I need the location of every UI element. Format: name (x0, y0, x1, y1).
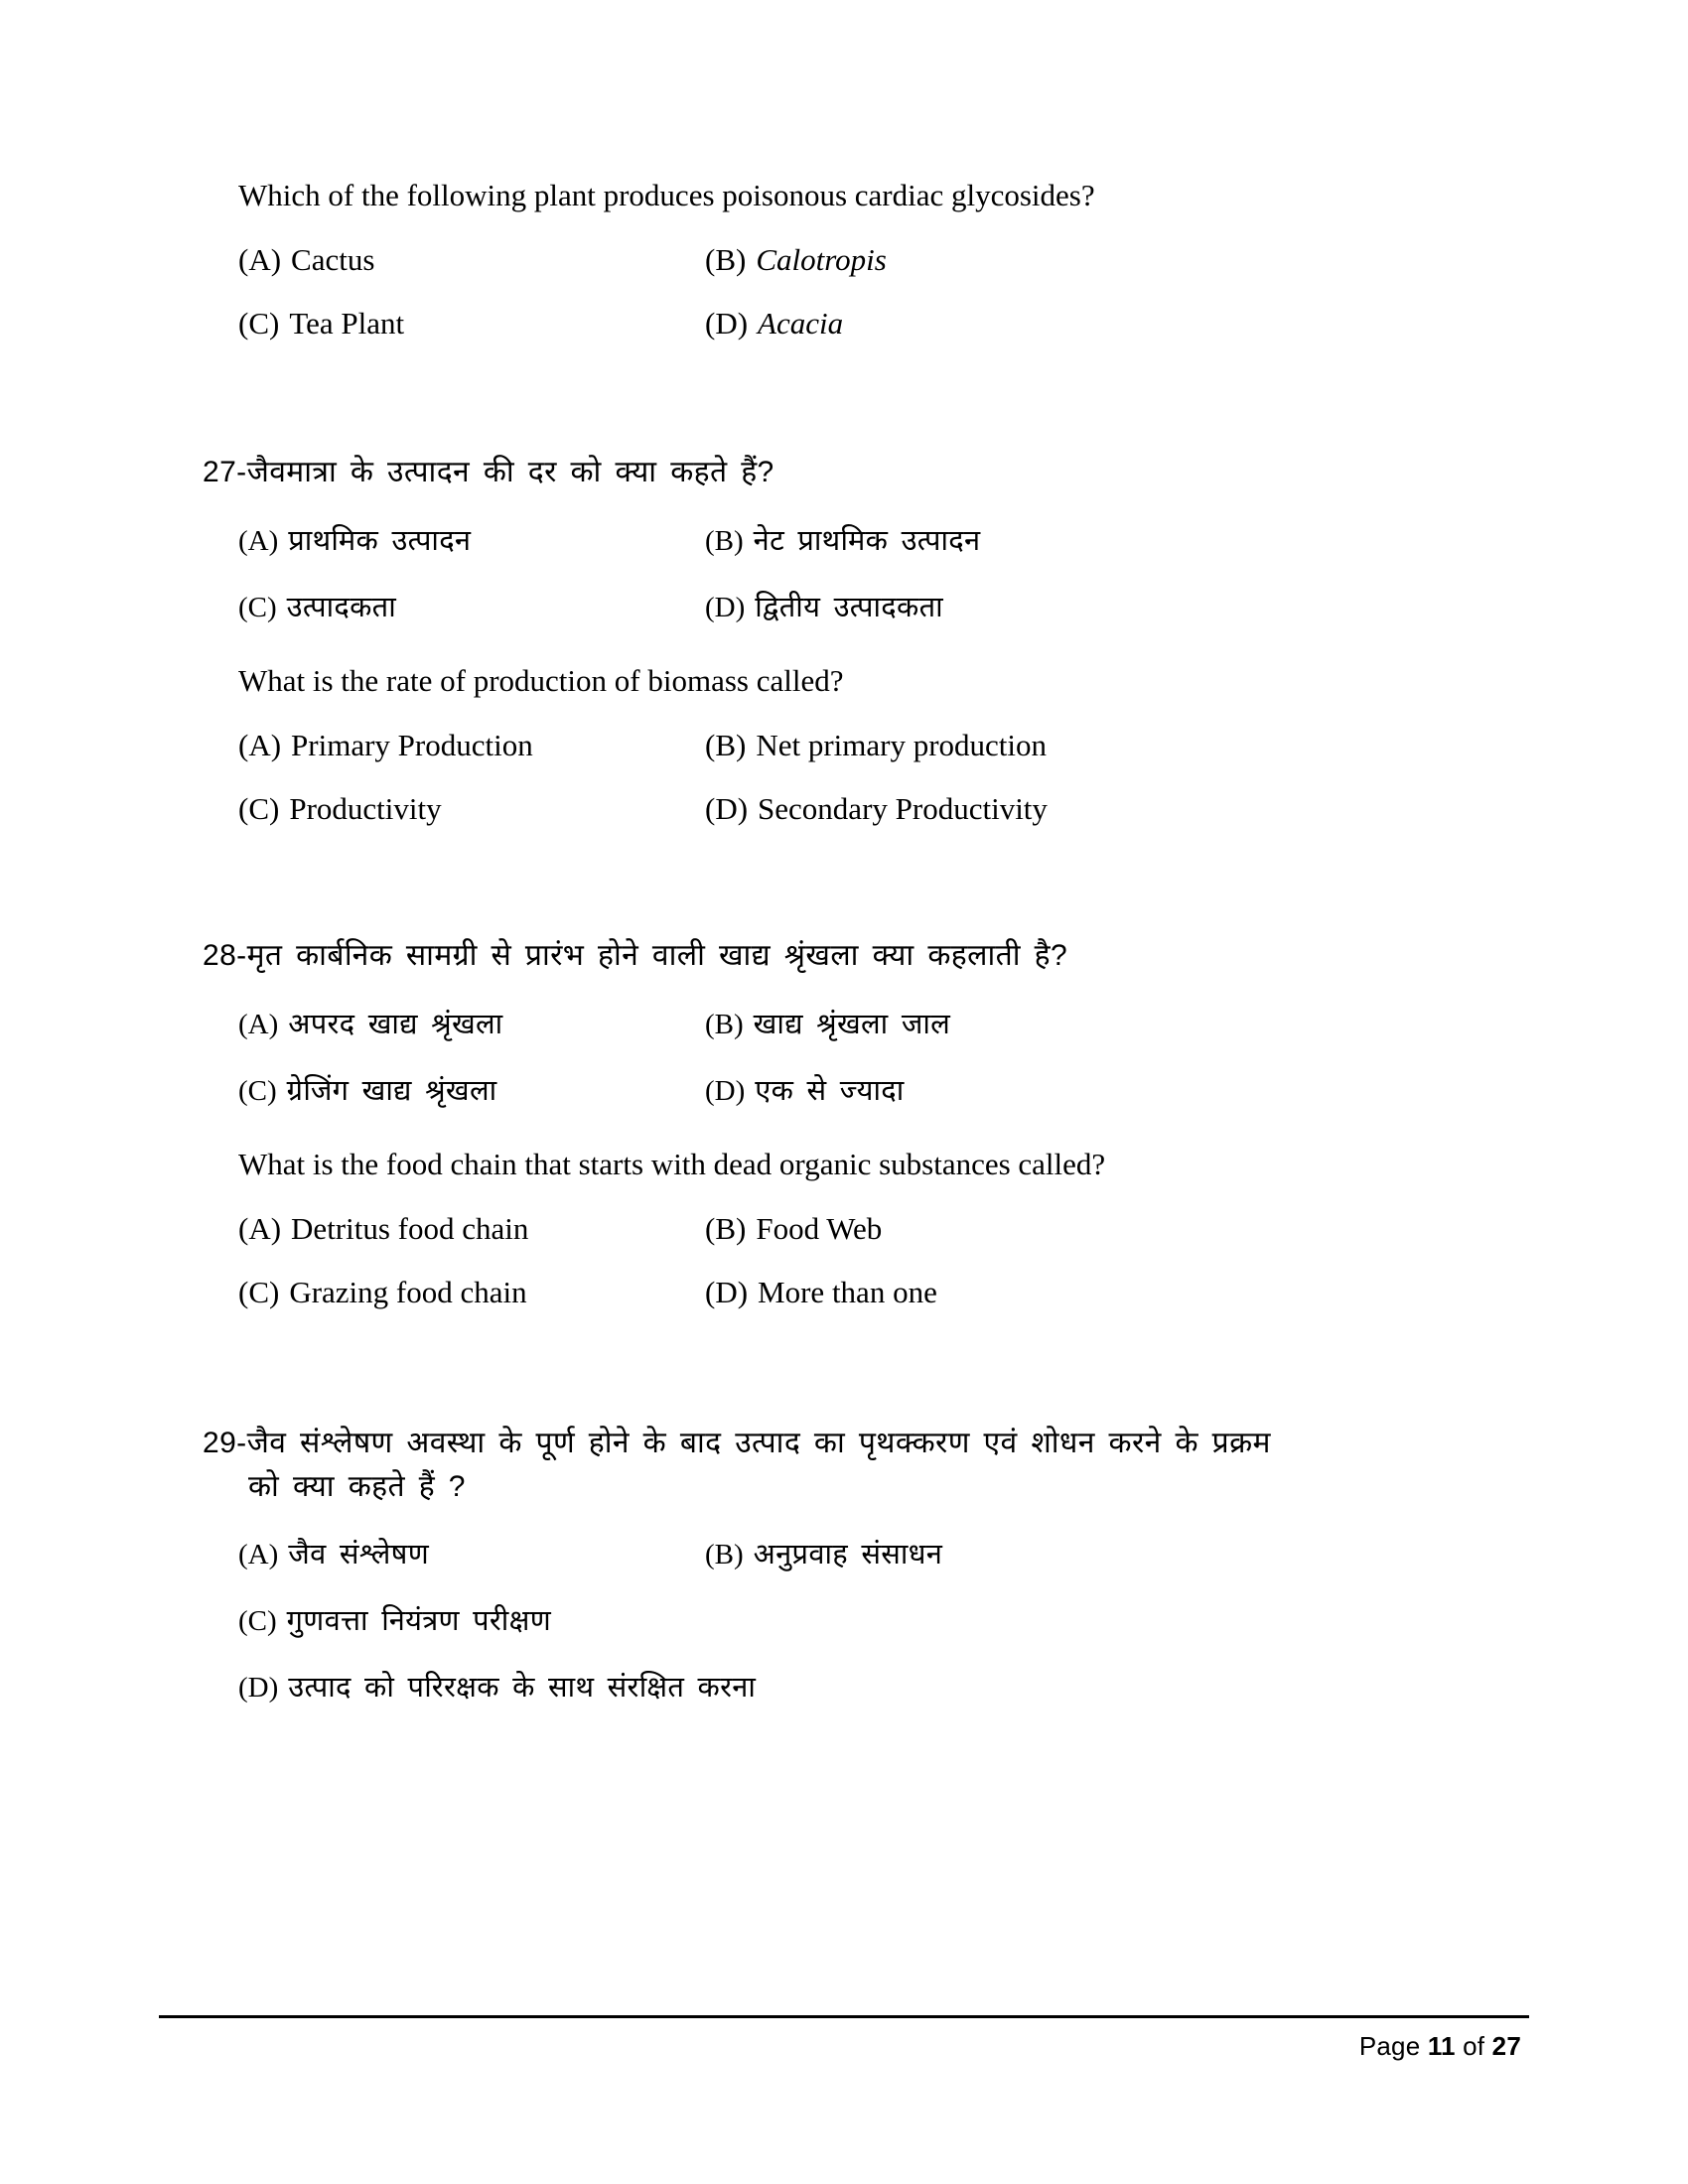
option-letter: (D) (705, 1275, 749, 1310)
options-hindi-group (238, 520, 1479, 625)
question-stem-hindi (203, 934, 1479, 978)
option-letter: (A) (238, 524, 279, 557)
option-label: एक से ज्यादा (755, 1074, 905, 1107)
option-letter: (B) (705, 1539, 744, 1571)
option-row (238, 306, 1479, 341)
option-label: Net primary production (756, 728, 1048, 763)
option-a[interactable] (238, 242, 705, 278)
option-row (238, 587, 1479, 625)
option-row (238, 1275, 1479, 1310)
option-label: ग्रेजिंग खाद्य श्रृंखला (286, 1074, 497, 1107)
option-b[interactable] (705, 520, 1479, 559)
option-row (238, 791, 1479, 827)
option-letter: (A) (238, 1008, 279, 1040)
option-letter: (A) (238, 728, 282, 763)
option-row (238, 1534, 1479, 1572)
option-c[interactable] (238, 1070, 705, 1109)
option-a[interactable] (238, 728, 705, 763)
option-label: अपरद खाद्य श्रृंखला (288, 1008, 503, 1040)
option-row (238, 1004, 1479, 1042)
question-stem-hindi-text: जैवमात्रा के उत्पादन की दर को क्या कहते हैं? (246, 456, 774, 489)
option-row (238, 520, 1479, 559)
option-d[interactable] (238, 1667, 1479, 1706)
options-english-group (238, 242, 1479, 341)
option-label: Food Web (756, 1211, 883, 1247)
option-letter: (D) (705, 591, 746, 623)
option-label: द्वितीय उत्पादकता (755, 591, 943, 623)
option-label: प्राथमिक उत्पादन (288, 524, 472, 557)
option-c[interactable] (238, 1275, 705, 1310)
option-letter: (B) (705, 242, 747, 278)
option-row (238, 1667, 1479, 1706)
question-number: 28- (203, 939, 247, 973)
question-block-q26-continuation (238, 174, 1479, 341)
option-label: More than one (758, 1275, 937, 1310)
option-label: अनुप्रवाह संसाधन (753, 1539, 943, 1571)
option-letter: (A) (238, 1211, 282, 1247)
option-b[interactable] (705, 1211, 1479, 1247)
option-label: Primary Production (291, 728, 533, 763)
option-letter: (C) (238, 1074, 277, 1107)
option-label: Calotropis (756, 242, 887, 278)
question-number: 29- (203, 1427, 247, 1460)
footer-divider (159, 2015, 1529, 2018)
option-b[interactable] (705, 728, 1479, 763)
option-letter: (B) (705, 1008, 744, 1040)
option-letter: (B) (705, 524, 744, 557)
option-b[interactable] (705, 1004, 1479, 1042)
option-a[interactable] (238, 1004, 705, 1042)
option-row (238, 242, 1479, 278)
question-stem-hindi (203, 451, 1479, 494)
option-letter: (D) (705, 306, 749, 341)
footer-prefix: Page (1358, 2031, 1421, 2061)
question-block-q28 (203, 934, 1479, 1310)
option-c[interactable] (238, 587, 705, 625)
option-d[interactable] (705, 791, 1479, 827)
option-letter: (D) (705, 1074, 746, 1107)
option-d[interactable] (705, 1070, 1479, 1109)
option-row (238, 1600, 1479, 1639)
option-label: उत्पाद को परिरक्षक के साथ संरक्षित करना (288, 1672, 757, 1705)
option-label: Detritus food chain (291, 1211, 529, 1247)
question-number: 27- (203, 456, 247, 489)
option-letter: (C) (238, 306, 280, 341)
option-label: Acacia (758, 306, 844, 341)
option-label: नेट प्राथमिक उत्पादन (753, 524, 981, 557)
question-stem-english: Which of the following plant produces poisonous cardiac glycosides? (238, 178, 1095, 212)
option-c[interactable] (238, 1600, 1479, 1639)
question-stem-hindi-text: मृत कार्बनिक सामग्री से प्रारंभ होने वाली खाद्य श्रृंखला क्या कहलाती है? (246, 939, 1068, 973)
option-label: गुणवत्ता नियंत्रण परीक्षण (286, 1605, 551, 1638)
option-b[interactable] (705, 1534, 1479, 1572)
question-block-q27 (203, 451, 1479, 827)
option-letter: (B) (705, 1211, 747, 1247)
page-footer (1359, 2031, 1521, 2062)
option-d[interactable] (705, 587, 1479, 625)
option-label: Grazing food chain (289, 1275, 527, 1310)
option-letter: (D) (238, 1672, 279, 1705)
question-stem-hindi-line2: को क्या कहते हैं ? (248, 1469, 466, 1503)
footer-current-page: 11 (1427, 2031, 1456, 2061)
option-letter: (A) (238, 1539, 279, 1571)
option-c[interactable] (238, 791, 705, 827)
option-label: Cactus (291, 242, 375, 278)
options-english-group (238, 728, 1479, 827)
options-hindi-group (238, 1004, 1479, 1109)
footer-middle: of (1463, 2031, 1485, 2061)
option-d[interactable] (705, 306, 1479, 341)
option-letter: (D) (705, 791, 749, 827)
option-label: खाद्य श्रृंखला जाल (753, 1008, 951, 1040)
option-letter: (B) (705, 728, 747, 763)
option-letter: (C) (238, 1275, 280, 1310)
option-letter: (C) (238, 591, 277, 623)
question-stem-hindi-line1: जैव संश्लेषण अवस्था के पूर्ण होने के बाद उत्पाद का पृथक्करण एवं शोधन करने के प्रक्रम (246, 1427, 1271, 1460)
option-label: उत्पादकता (286, 591, 397, 623)
option-row (238, 728, 1479, 763)
option-a[interactable] (238, 1211, 705, 1247)
option-label: Tea Plant (289, 306, 405, 341)
option-b[interactable] (705, 242, 1479, 278)
option-letter: (C) (238, 791, 280, 827)
option-row (238, 1211, 1479, 1247)
question-content-column (203, 174, 1479, 1706)
question-block-q29 (203, 1422, 1479, 1706)
option-label: Secondary Productivity (758, 791, 1048, 827)
option-letter: (A) (238, 242, 282, 278)
option-c[interactable] (238, 306, 705, 341)
question-stem-hindi (203, 1422, 1479, 1508)
footer-total-pages: 27 (1491, 2031, 1521, 2061)
option-a[interactable] (238, 520, 705, 559)
option-letter: (C) (238, 1605, 277, 1638)
option-a[interactable] (238, 1534, 705, 1572)
option-row (238, 1070, 1479, 1109)
option-label: Productivity (289, 791, 442, 827)
question-stem-english: What is the food chain that starts with dead organic substances called? (238, 1146, 1106, 1181)
option-label: जैव संश्लेषण (288, 1539, 430, 1571)
options-hindi-group (238, 1534, 1479, 1706)
options-english-group (238, 1211, 1479, 1310)
option-d[interactable] (705, 1275, 1479, 1310)
question-stem-english: What is the rate of production of biomass called? (238, 662, 844, 698)
